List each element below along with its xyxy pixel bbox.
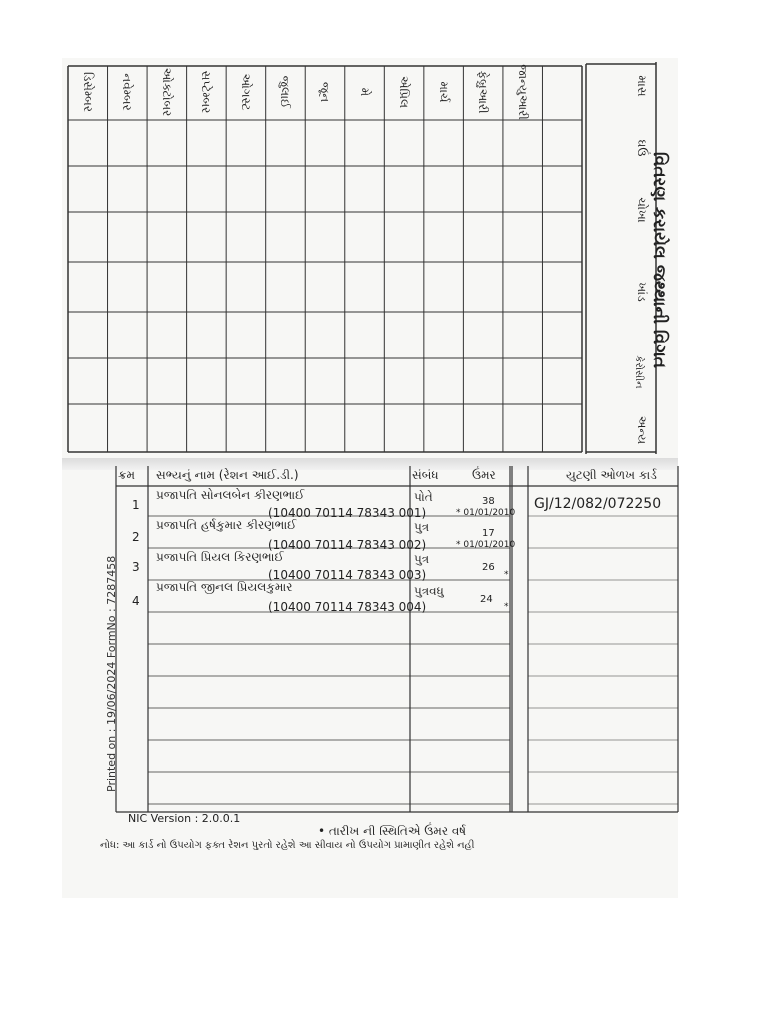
nic-version: NIC Version : 2.0.0.1 <box>128 812 241 825</box>
header-name: સભ્યનું નામ (રેશન આઈ.ડી.) <box>156 468 299 482</box>
distribution-title: વિતરણ કરાયેલ જથ્થાની વિગત <box>649 151 669 369</box>
month-label-7: જુલાઈ <box>278 75 293 109</box>
table-row-1-age: 38 <box>482 496 495 507</box>
table-row-4-name: પ્રજાપતિ જીનલ પ્રિયલકુમાર <box>156 580 293 594</box>
month-label-1: જાન્યુઆરી <box>515 64 530 120</box>
col-header-rice: ચોખા <box>635 197 649 223</box>
distribution-grid <box>66 62 669 454</box>
month-label-12: ડિસેમ્બર <box>80 71 95 113</box>
table-row-1-card: GJ/12/082/072250 <box>534 496 662 512</box>
header-sr: ક્રમ <box>118 468 135 482</box>
month-label-3: માર્ચ <box>436 81 451 103</box>
table-row-1-relation: પોતે <box>414 490 433 504</box>
table-row-2-age: 17 <box>482 528 495 539</box>
table-row-3-name: પ્રજાપતિ પ્રિયલ કિરણભાઈ <box>156 550 284 564</box>
table-row-4-sr: 4 <box>132 594 140 608</box>
table-row-1-dob: * 01/01/2010 <box>456 508 516 518</box>
table-row-3-dob: * <box>504 570 509 580</box>
age-note: • તારીખ ની સ્થિતિએ ઉંમર વર્ષ <box>318 824 467 838</box>
month-label-9: સપ્ટેમ્બર <box>199 70 214 114</box>
month-label-8: ઓગસ્ટ <box>238 73 253 111</box>
table-row-2-sr: 2 <box>132 530 140 544</box>
month-label-6: જૂન <box>318 81 332 103</box>
header-card: યુટણી ઓળખ કાર્ડ <box>566 468 657 482</box>
table-row-4-age: 24 <box>480 594 493 605</box>
month-label-4: એપ્રિલ <box>397 75 412 109</box>
month-corner-header: માસ <box>635 75 649 97</box>
table-row-3-relation: પુત્ર <box>414 552 430 566</box>
table-row-4-id: (10400 70114 78343 004) <box>268 600 427 614</box>
table-row-3-sr: 3 <box>132 560 140 574</box>
header-age: ઉંમર <box>472 468 496 482</box>
table-row-1-sr: 1 <box>132 498 140 512</box>
table-row-1-name: પ્રજાપતિ સોનલબેન કીરણભાઈ <box>156 488 305 502</box>
col-header-wheat: ઘઉં <box>635 139 649 157</box>
table-row-1-id: (10400 70114 78343 001) <box>268 506 427 520</box>
table-row-2-dob: * 01/01/2010 <box>456 540 516 550</box>
printed-on-info: Printed on : 19/06/2024 FormNo : 7287458 <box>105 555 118 792</box>
table-row-2-name: પ્રજાપતિ હર્ષકુમાર કીરણભાઈ <box>156 518 297 532</box>
table-row-3-id: (10400 70114 78343 003) <box>268 568 427 582</box>
month-label-2: ફેબ્રુઆરી <box>476 70 491 114</box>
month-label-10: ઓક્ટોબર <box>159 67 174 117</box>
header-relation: સંબંધ <box>412 468 439 482</box>
usage-note: નોધ: આ કાર્ડ નો ઉપયોગ ફક્ત રેશન પુરતો રહેશે આ સીવાય નો ઉપયોગ પ્રામાણીત રહેશે નહી <box>100 840 475 851</box>
month-label-5: મે <box>357 87 372 97</box>
col-header-kerosene: કેરોસીન <box>633 355 644 389</box>
col-header-sugar: ખાંડ <box>635 282 649 302</box>
table-row-4-relation: પુત્રવધુ <box>414 584 444 598</box>
table-row-3-age: 26 <box>482 562 495 573</box>
table-row-4-dob: * <box>504 602 509 612</box>
table-row-2-id: (10400 70114 78343 002) <box>268 538 427 552</box>
month-label-11: નવેમ્બર <box>120 73 135 111</box>
col-header-other: અન્ય <box>635 415 649 445</box>
table-row-2-relation: પુત્ર <box>414 520 430 534</box>
